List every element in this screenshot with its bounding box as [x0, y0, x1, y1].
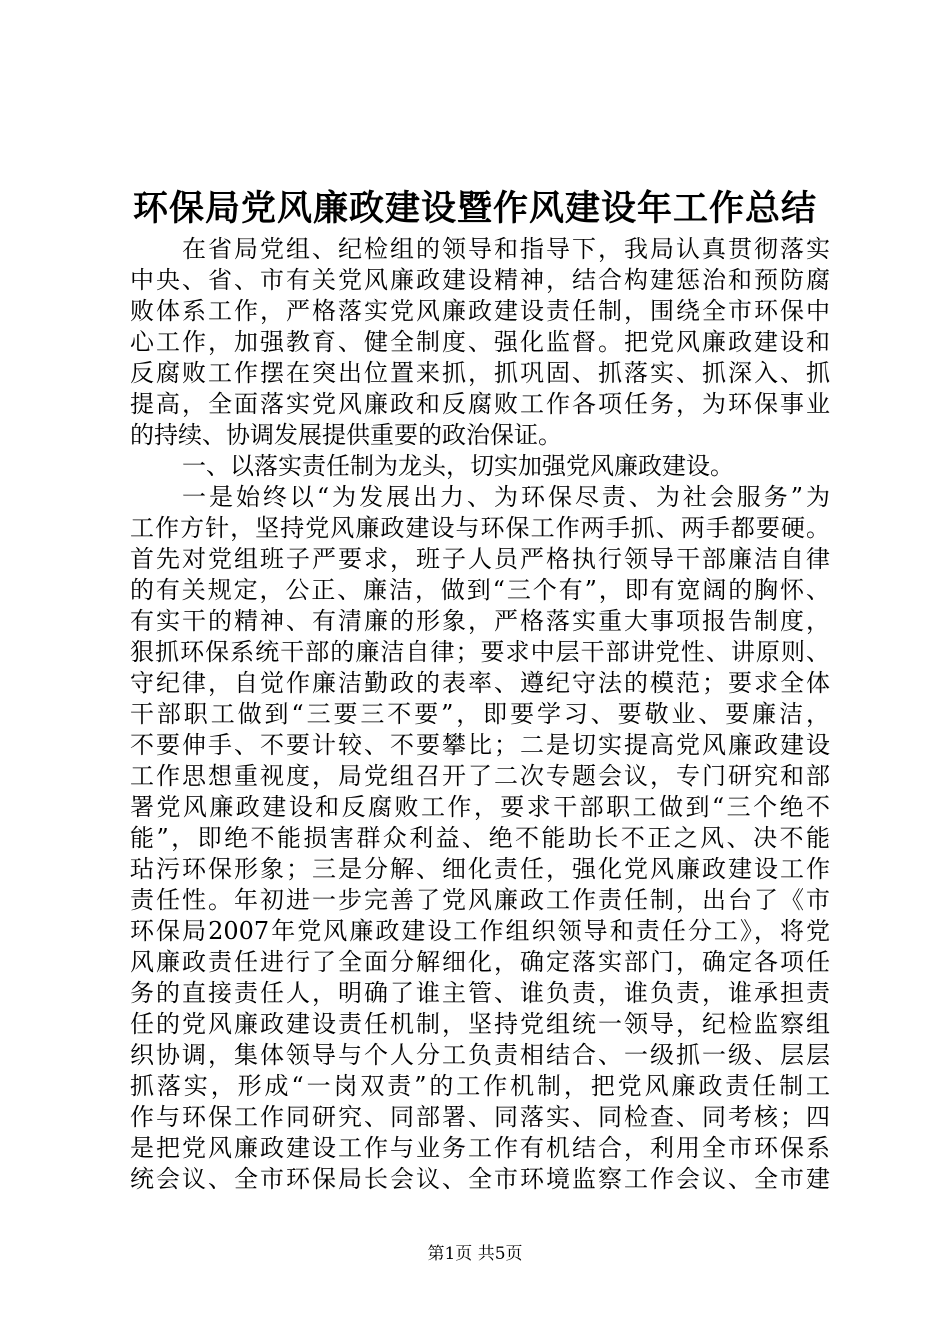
body-line: 织协调，集体领导与个人分工负责相结合、一级抓一级、层层: [130, 1041, 830, 1069]
document-body: [130, 234, 830, 1195]
body-line: 守纪律，自觉作廉洁勤政的表率、遵纪守法的模范；要求全体: [130, 669, 830, 697]
body-line: 是把党风廉政建设工作与业务工作有机结合，利用全市环保系: [130, 1134, 830, 1162]
page-footer: 第1页 共5页: [427, 1244, 523, 1264]
body-line: 务的直接责任人，明确了谁主管、谁负责，谁负责，谁承担责: [130, 979, 830, 1007]
body-line: 狠抓环保系统干部的廉洁自律；要求中层干部讲党性、讲原则、: [130, 638, 830, 666]
body-line: 提高，全面落实党风廉政和反腐败工作各项任务，为环保事业: [130, 390, 830, 418]
body-line: 一是始终以“为发展出力、为环保尽责、为社会服务”为: [182, 483, 830, 511]
body-line: 的持续、协调发展提供重要的政治保证。: [130, 421, 562, 449]
body-line: 署党风廉政建设和反腐败工作，要求干部职工做到“三个绝不: [130, 793, 830, 821]
document-title: 环保局党风廉政建设暨作风建设年工作总结: [132, 188, 817, 229]
body-line: 风廉政责任进行了全面分解细化，确定落实部门，确定各项任: [130, 948, 830, 976]
body-line: 败体系工作，严格落实党风廉政建设责任制，围绕全市环保中: [130, 297, 830, 325]
body-line: 心工作，加强教育、健全制度、强化监督。把党风廉政建设和: [130, 328, 830, 356]
body-line: 任的党风廉政建设责任机制，坚持党组统一领导，纪检监察组: [130, 1010, 830, 1038]
body-line: 玷污环保形象；三是分解、细化责任，强化党风廉政建设工作: [130, 855, 830, 883]
body-line: 能”，即绝不能损害群众利益、绝不能助长不正之风、决不能: [130, 824, 830, 852]
body-line: 工作方针，坚持党风廉政建设与环保工作两手抓、两手都要硬。: [130, 514, 830, 542]
body-line: 环保局2007年党风廉政建设工作组织领导和责任分工》，将党: [130, 917, 830, 945]
body-line: 在省局党组、纪检组的领导和指导下，我局认真贯彻落实: [182, 235, 830, 263]
body-line: 中央、省、市有关党风廉政建设精神，结合构建惩治和预防腐: [130, 266, 830, 294]
section-heading: 一、以落实责任制为龙头，切实加强党风廉政建设。: [182, 452, 734, 480]
body-line: 首先对党组班子严要求，班子人员严格执行领导干部廉洁自律: [130, 545, 830, 573]
body-line: 统会议、全市环保局长会议、全市环境监察工作会议、全市建: [130, 1165, 830, 1193]
body-line: 反腐败工作摆在突出位置来抓，抓巩固、抓落实、抓深入、抓: [130, 359, 830, 387]
body-line: 作与环保工作同研究、同部署、同落实、同检查、同考核；四: [130, 1103, 830, 1131]
body-line: 工作思想重视度，局党组召开了二次专题会议，专门研究和部: [130, 762, 830, 790]
body-line: 责任性。年初进一步完善了党风廉政工作责任制，出台了《市: [130, 886, 830, 914]
body-line: 不要伸手、不要计较、不要攀比；二是切实提高党风廉政建设: [130, 731, 830, 759]
body-line: 有实干的精神、有清廉的形象，严格落实重大事项报告制度，: [130, 607, 830, 635]
body-line: 干部职工做到“三要三不要”，即要学习、要敬业、要廉洁，: [130, 700, 830, 728]
body-line: 抓落实，形成“一岗双责”的工作机制，把党风廉政责任制工: [130, 1072, 830, 1100]
body-line: 的有关规定，公正、廉洁，做到“三个有”，即有宽阔的胸怀、: [130, 576, 830, 604]
